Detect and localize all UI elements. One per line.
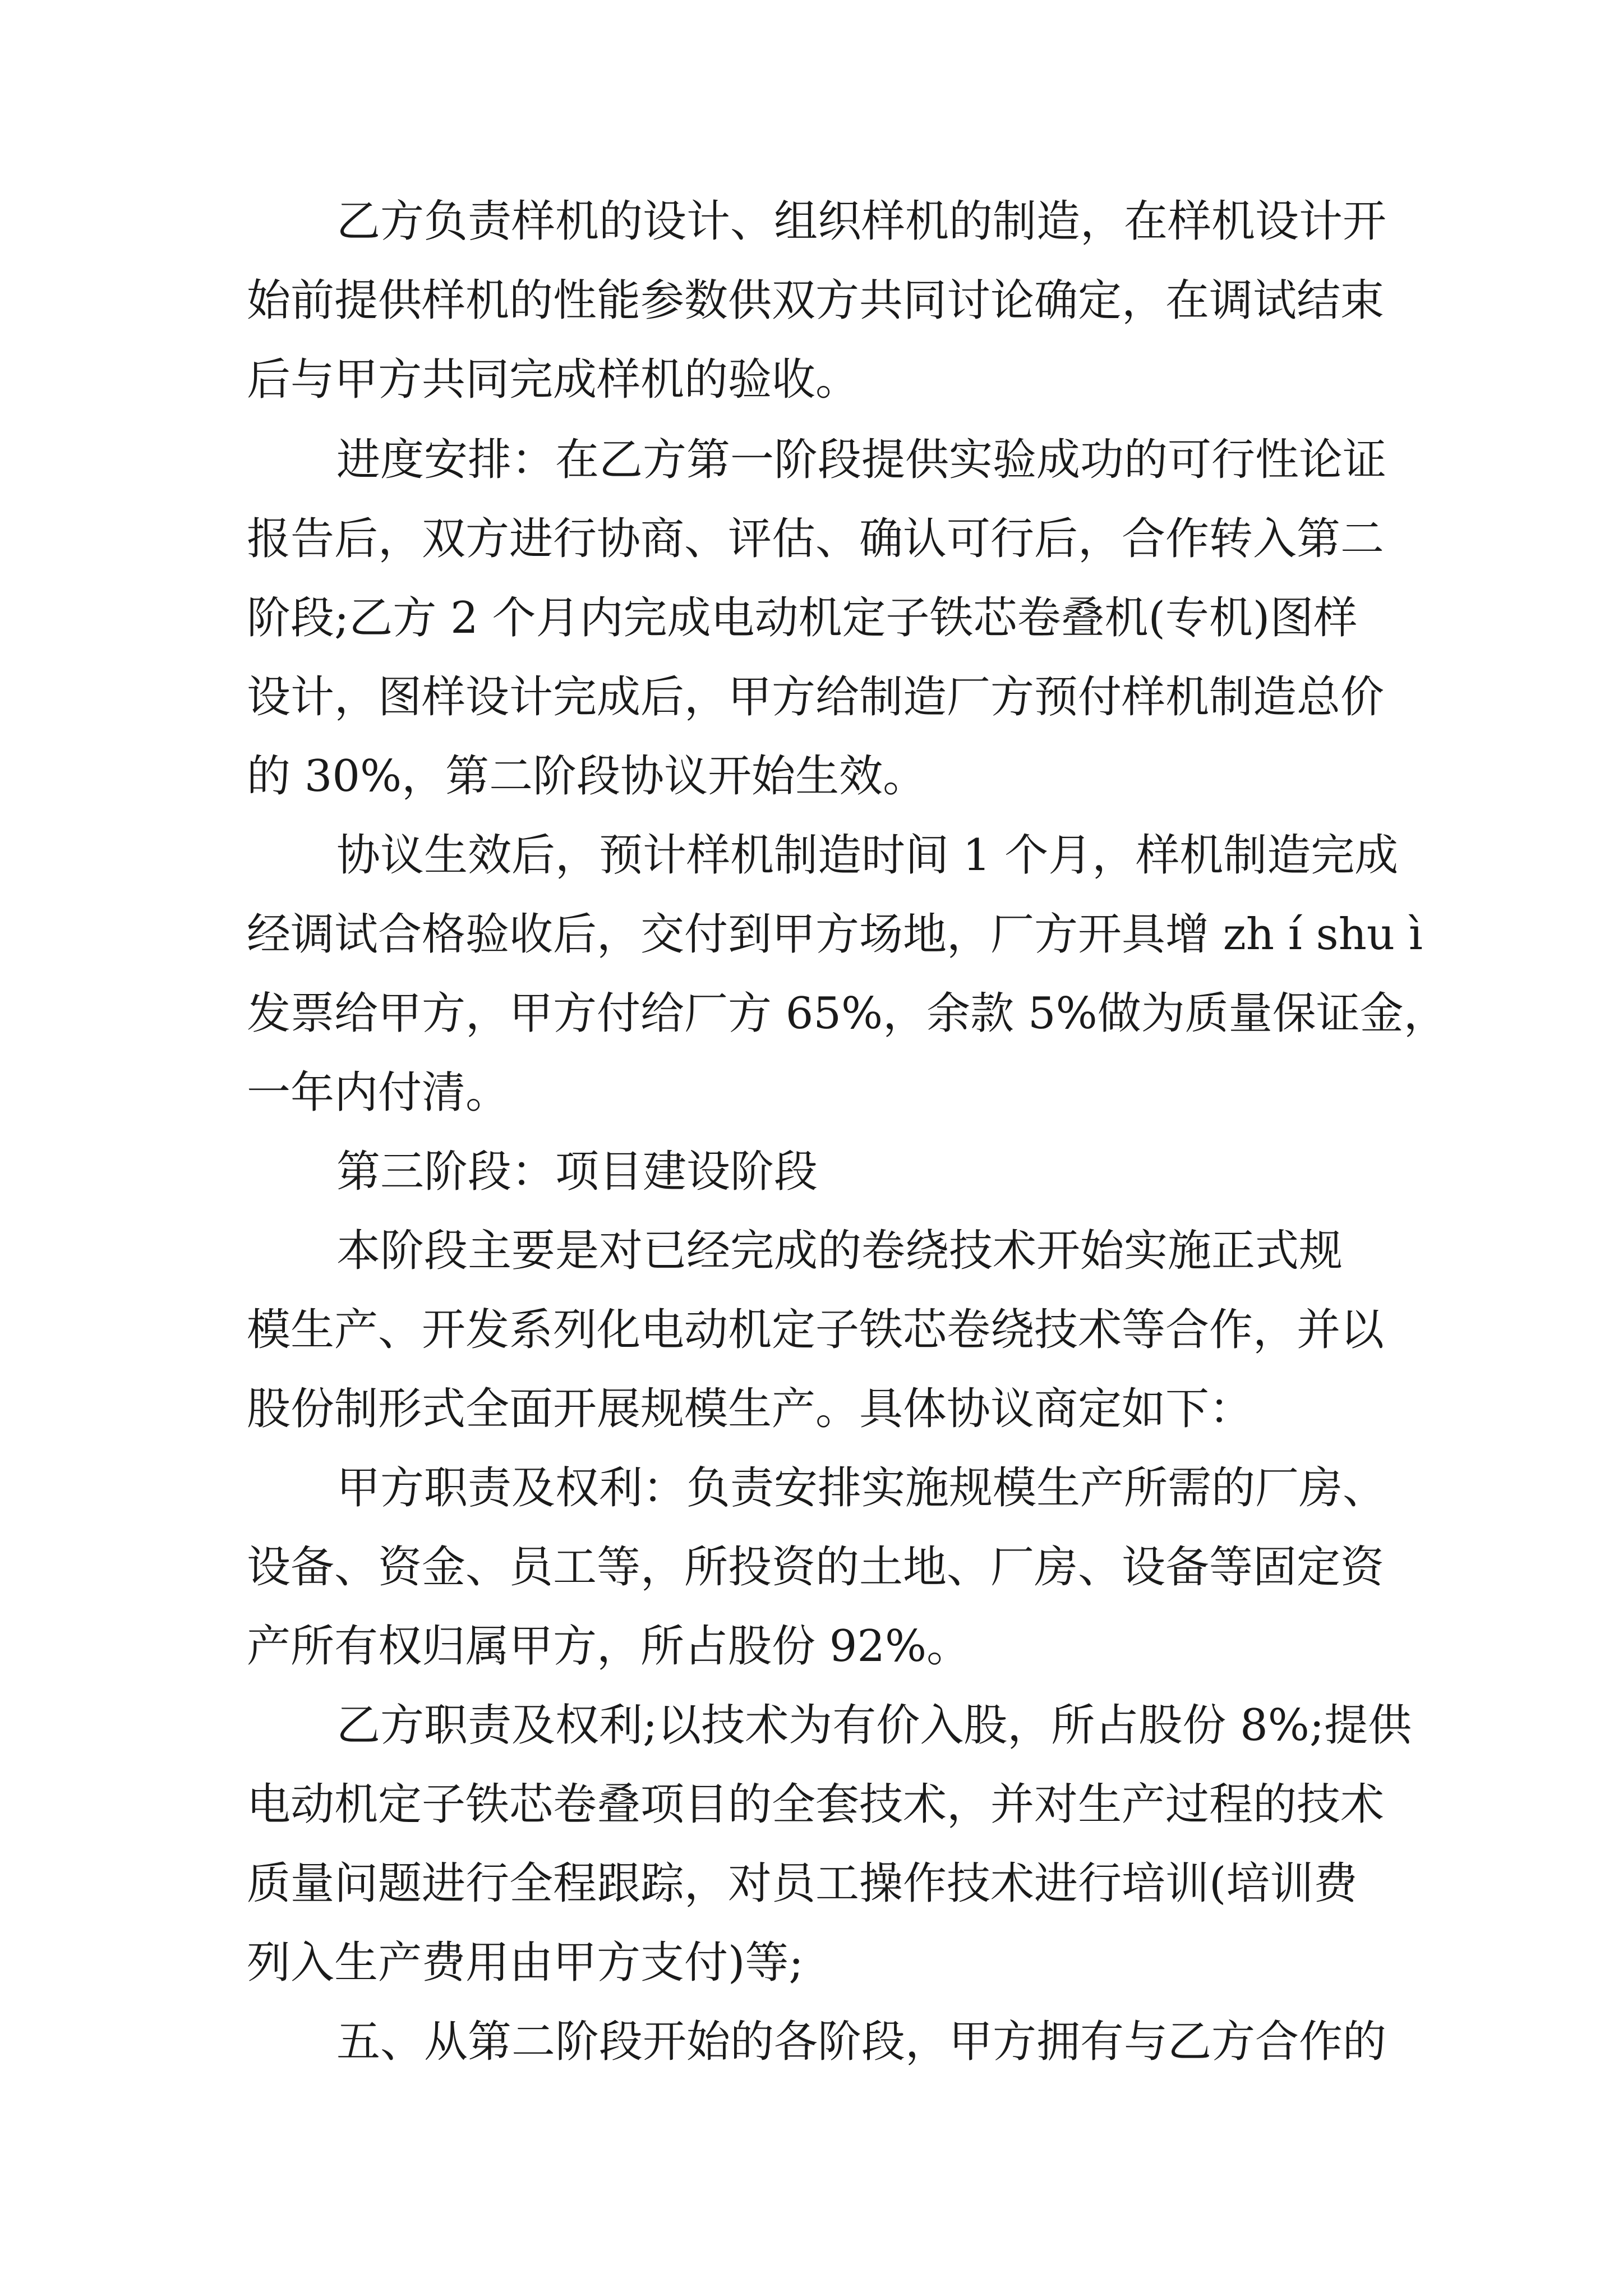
text-line: 乙方职责及权利;以技术为有价入股，所占股份 8%;提供: [336, 1700, 1412, 1751]
text-line: 一年内付清。: [247, 1068, 510, 1118]
text-line: 股份制形式全面开展规模生产。具体协议商定如下：: [247, 1384, 1253, 1434]
text-line: 协议生效后，预计样机制造时间 1 个月，样机制造完成: [336, 830, 1399, 881]
text-line: 经调试合格验收后，交付到甲方场地，厂方开具增 zh í shu ì: [247, 909, 1423, 960]
text-line: 甲方职责及权利：负责安排实施规模生产所需的厂房、: [336, 1463, 1387, 1513]
text-line: 设计，图样设计完成后，甲方给制造厂方预付样机制造总价: [247, 672, 1385, 723]
text-line: 五、从第二阶段开始的各阶段，甲方拥有与乙方合作的: [336, 2017, 1387, 2067]
text-line: 发票给甲方，甲方付给厂方 65%，余款 5%做为质量保证金，: [247, 988, 1447, 1039]
text-line: 模生产、开发系列化电动机定子铁芯卷绕技术等合作，并以: [247, 1305, 1385, 1355]
text-line: 质量问题进行全程跟踪，对员工操作技术进行培训(培训费: [247, 1858, 1358, 1909]
text-line: 产所有权归属甲方，所占股份 92%。: [247, 1621, 971, 1672]
section-heading: 第三阶段：项目建设阶段: [336, 1147, 818, 1197]
text-line: 乙方负责样机的设计、组织样机的制造，在样机设计开: [336, 196, 1387, 247]
text-line: 设备、资金、员工等，所投资的土地、厂房、设备等固定资: [247, 1542, 1385, 1593]
text-line: 本阶段主要是对已经完成的卷绕技术开始实施正式规: [336, 1226, 1343, 1276]
text-line: 进度安排：在乙方第一阶段提供实验成功的可行性论证: [336, 435, 1387, 485]
text-line: 电动机定子铁芯卷叠项目的全套技术，并对生产过程的技术: [247, 1779, 1385, 1830]
text-line: 列入生产费用由甲方支付)等;: [247, 1938, 804, 1988]
text-line: 的 30%，第二阶段协议开始生效。: [247, 751, 927, 802]
text-line: 报告后，双方进行协商、评估、确认可行后，合作转入第二: [247, 514, 1385, 564]
text-line: 后与甲方共同完成样机的验收。: [247, 355, 860, 405]
text-line: 始前提供样机的性能参数供双方共同讨论确定，在调试结束: [247, 275, 1385, 326]
text-line: 阶段;乙方 2 个月内完成电动机定子铁芯卷叠机(专机)图样: [247, 593, 1358, 643]
